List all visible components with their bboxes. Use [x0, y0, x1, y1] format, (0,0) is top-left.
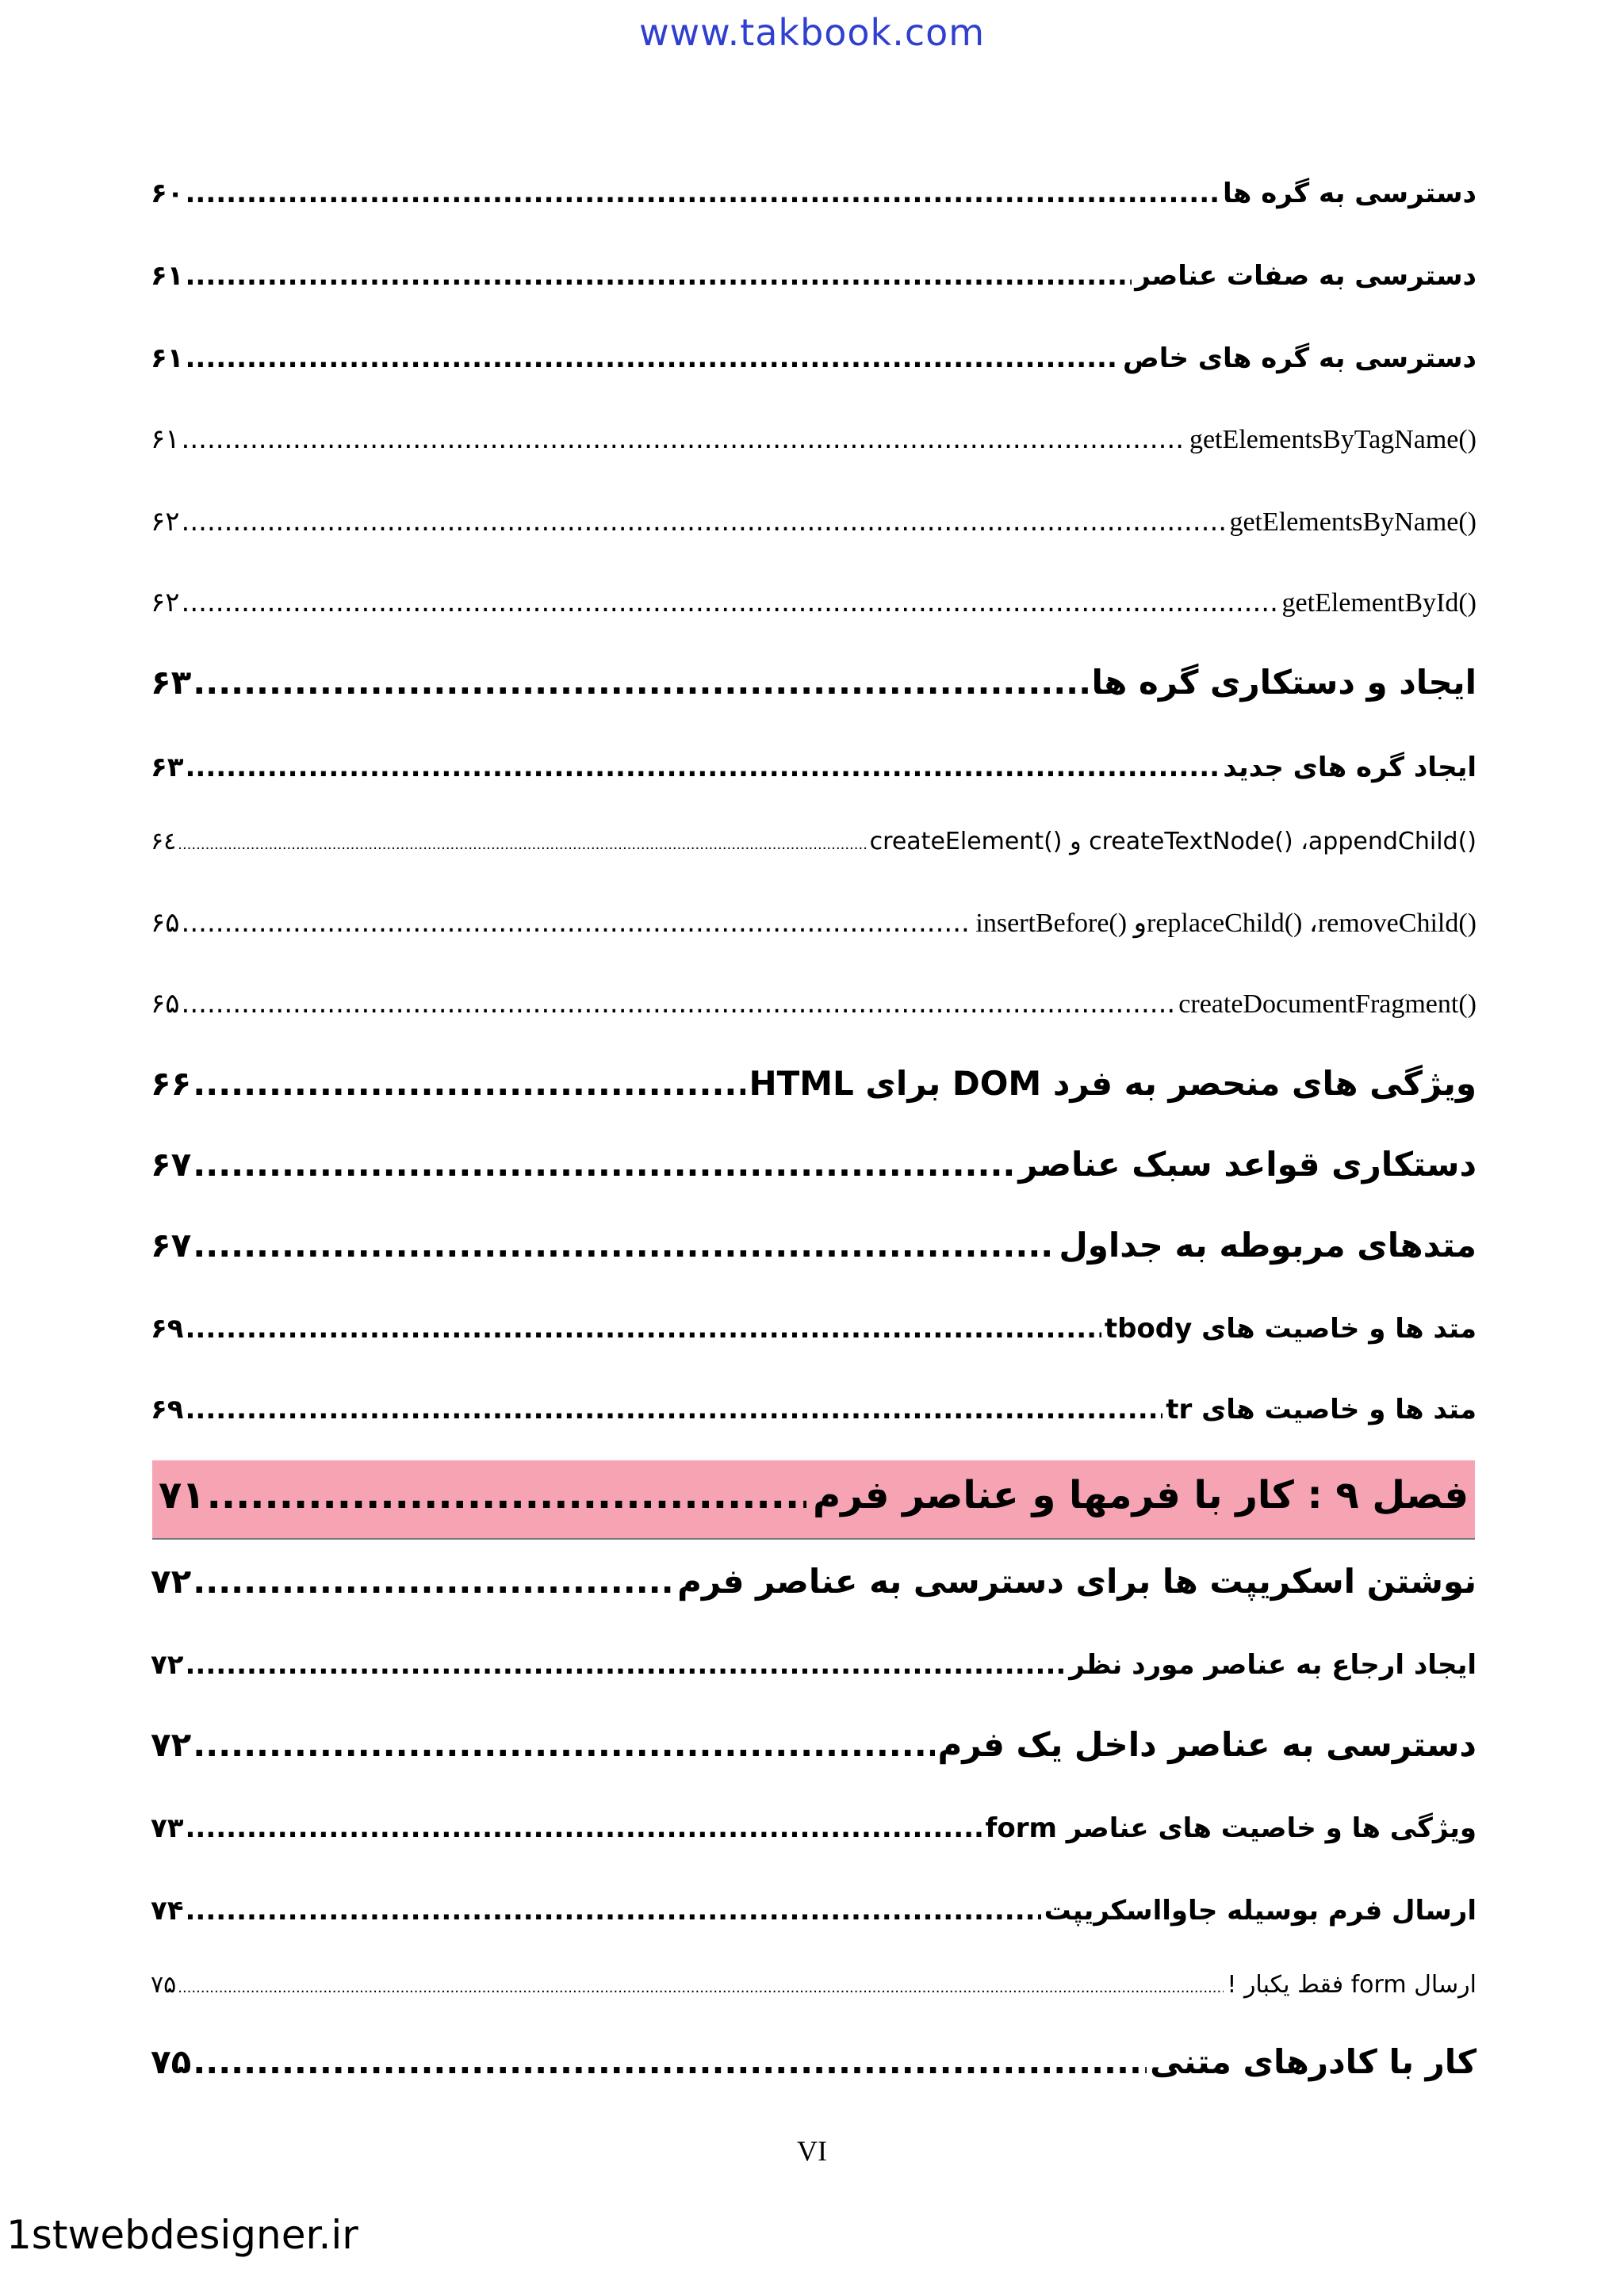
- toc-entry-title: ایجاد گره های جدید: [1223, 752, 1477, 783]
- dot-leader: [178, 1980, 1224, 1996]
- toc-entry[interactable]: [151, 1226, 1477, 1265]
- toc-entry-page: ۶۶: [151, 1064, 192, 1103]
- dot-leader: [193, 1725, 934, 1764]
- dot-leader: [182, 587, 1279, 618]
- toc-entry[interactable]: [151, 1562, 1477, 1601]
- dot-leader: [182, 423, 1186, 455]
- dot-leader: [193, 663, 1088, 702]
- toc-entry-page: ۷۴: [151, 1895, 184, 1927]
- page-number: VI: [797, 2135, 827, 2167]
- toc-entry-page: ۶۵: [151, 907, 180, 939]
- toc-entry-page: ۶۲: [151, 506, 180, 538]
- toc-entry[interactable]: [151, 2042, 1477, 2081]
- toc-entry-page: ۷۲: [151, 1649, 184, 1681]
- toc-entry-page: ۶٤: [151, 828, 177, 855]
- dot-leader: [186, 752, 1220, 783]
- toc-entry-page: ۷۳: [151, 1812, 184, 1844]
- dot-leader: [182, 988, 1176, 1020]
- toc-entry-page: ۷۲: [151, 1562, 192, 1601]
- toc-entry-title: ویژگی ها و خاصیت های عناصر form: [985, 1812, 1477, 1844]
- toc-entry-title: دسترسی به گره ها: [1223, 178, 1477, 209]
- dot-leader: [193, 1226, 1055, 1265]
- toc-entry[interactable]: [151, 178, 1477, 209]
- dot-leader: [182, 506, 1227, 538]
- toc-entry-title: getElementsByName(): [1229, 507, 1477, 537]
- toc-entry[interactable]: [151, 1971, 1477, 1999]
- toc-entry-page: ۶۷: [151, 1145, 192, 1184]
- toc-entry-title: متدهای مربوطه به جداول: [1059, 1226, 1477, 1265]
- dot-leader: [207, 1473, 806, 1517]
- toc-entry-page: ۶۱: [151, 423, 180, 455]
- toc-entry[interactable]: [151, 1145, 1477, 1184]
- toc-entry-title: کار با کادرهای متنی: [1150, 2042, 1477, 2081]
- toc-entry-title: متد ها و خاصیت های tbody: [1104, 1313, 1477, 1345]
- toc-entry-page: ۶۱: [151, 260, 184, 292]
- toc-entry-title: نوشتن اسکریپت ها برای دسترسی به عناصر فرم: [677, 1562, 1477, 1601]
- dot-leader: [193, 1562, 674, 1601]
- toc-entry[interactable]: [151, 988, 1477, 1020]
- toc-entry-page: ۶۳: [151, 752, 184, 783]
- toc-entry-title: دسترسی به صفات عناصر: [1135, 260, 1477, 292]
- toc-entry[interactable]: [151, 1313, 1477, 1345]
- toc-entry-title: ارسال فرم بوسیله جاوااسکریپت: [1044, 1895, 1477, 1927]
- toc-entry-page: ۷۵: [151, 2042, 192, 2081]
- toc-entry[interactable]: [151, 752, 1477, 783]
- dot-leader: [193, 1145, 1015, 1184]
- chapter-heading[interactable]: [159, 1473, 1469, 1517]
- toc-entry-title: ایجاد و دستکاری گره ها: [1091, 663, 1477, 702]
- toc-entry-page: ۶۹: [151, 1313, 184, 1345]
- toc-entry-title: ایجاد ارجاع به عناصر مورد نظر: [1069, 1649, 1477, 1681]
- toc-entry-title: getElementsByTagName(): [1189, 425, 1477, 454]
- dot-leader: [193, 2042, 1147, 2081]
- toc-entry[interactable]: [151, 907, 1477, 939]
- toc-entry-page: ۶۹: [151, 1394, 184, 1425]
- toc-entry-title: دسترسی به گره های خاص: [1123, 342, 1477, 374]
- toc-entry-page: ۷۲: [151, 1725, 192, 1764]
- toc-entry[interactable]: [151, 342, 1477, 374]
- toc-entry[interactable]: [151, 1649, 1477, 1681]
- toc-entry-page: ۶۰: [151, 178, 184, 209]
- dot-leader: [186, 1812, 982, 1844]
- toc-entry[interactable]: [151, 1725, 1477, 1764]
- toc-entry[interactable]: [151, 828, 1477, 855]
- toc-entry[interactable]: [151, 260, 1477, 292]
- toc-entry[interactable]: [151, 1895, 1477, 1927]
- toc-entry-title: ارسال form فقط یکبار !: [1227, 1971, 1477, 1999]
- toc-entry[interactable]: [151, 663, 1477, 702]
- toc-entry[interactable]: [151, 506, 1477, 538]
- toc-entry-title: createElement() و createTextNode() ،appendChild(): [869, 828, 1477, 855]
- toc-entry-page: ۶۷: [151, 1226, 192, 1265]
- dot-leader: [186, 1895, 1041, 1927]
- dot-leader: [186, 1313, 1101, 1345]
- dot-leader: [182, 907, 973, 939]
- watermark: 1stwebdesigner.ir: [6, 2212, 358, 2258]
- toc-entry[interactable]: [151, 1064, 1477, 1103]
- dot-leader: [186, 260, 1132, 292]
- toc-entry-page: ۶۲: [151, 587, 180, 618]
- toc-entry-title: دستکاری قواعد سبک عناصر: [1018, 1145, 1477, 1184]
- toc-entry-page: ۶۵: [151, 988, 180, 1020]
- chapter-page: ۷۱: [159, 1473, 205, 1517]
- toc-entry[interactable]: [151, 423, 1477, 455]
- toc-entry-page: ۶۱: [151, 342, 184, 374]
- toc-entry-page: ۷۵: [151, 1971, 177, 1999]
- toc-entry[interactable]: [151, 1812, 1477, 1844]
- toc-entry-title: متد ها و خاصیت های tr: [1166, 1394, 1477, 1425]
- toc-entry-title: createDocumentFragment(): [1178, 989, 1477, 1019]
- toc-entry[interactable]: [151, 587, 1477, 618]
- toc-entry[interactable]: [151, 1394, 1477, 1425]
- dot-leader: [186, 342, 1120, 374]
- dot-leader: [178, 836, 866, 853]
- toc-entry-title: insertBefore() وreplaceChild() ،removeChild(): [975, 909, 1477, 938]
- toc-entry-title: دسترسی به عناصر داخل یک فرم: [937, 1725, 1477, 1764]
- dot-leader: [193, 1064, 745, 1103]
- toc-entry-page: ۶۳: [151, 663, 192, 702]
- site-url[interactable]: www.takbook.com: [638, 11, 986, 54]
- dot-leader: [186, 1649, 1067, 1681]
- dot-leader: [186, 178, 1220, 209]
- toc-entry-title: getElementById(): [1281, 588, 1477, 618]
- chapter-title: فصل ۹ : کار با فرمها و عناصر فرم: [812, 1473, 1469, 1517]
- dot-leader: [186, 1394, 1163, 1425]
- toc-entry-title: ویژگی های منحصر به فرد DOM برای HTML: [749, 1064, 1477, 1103]
